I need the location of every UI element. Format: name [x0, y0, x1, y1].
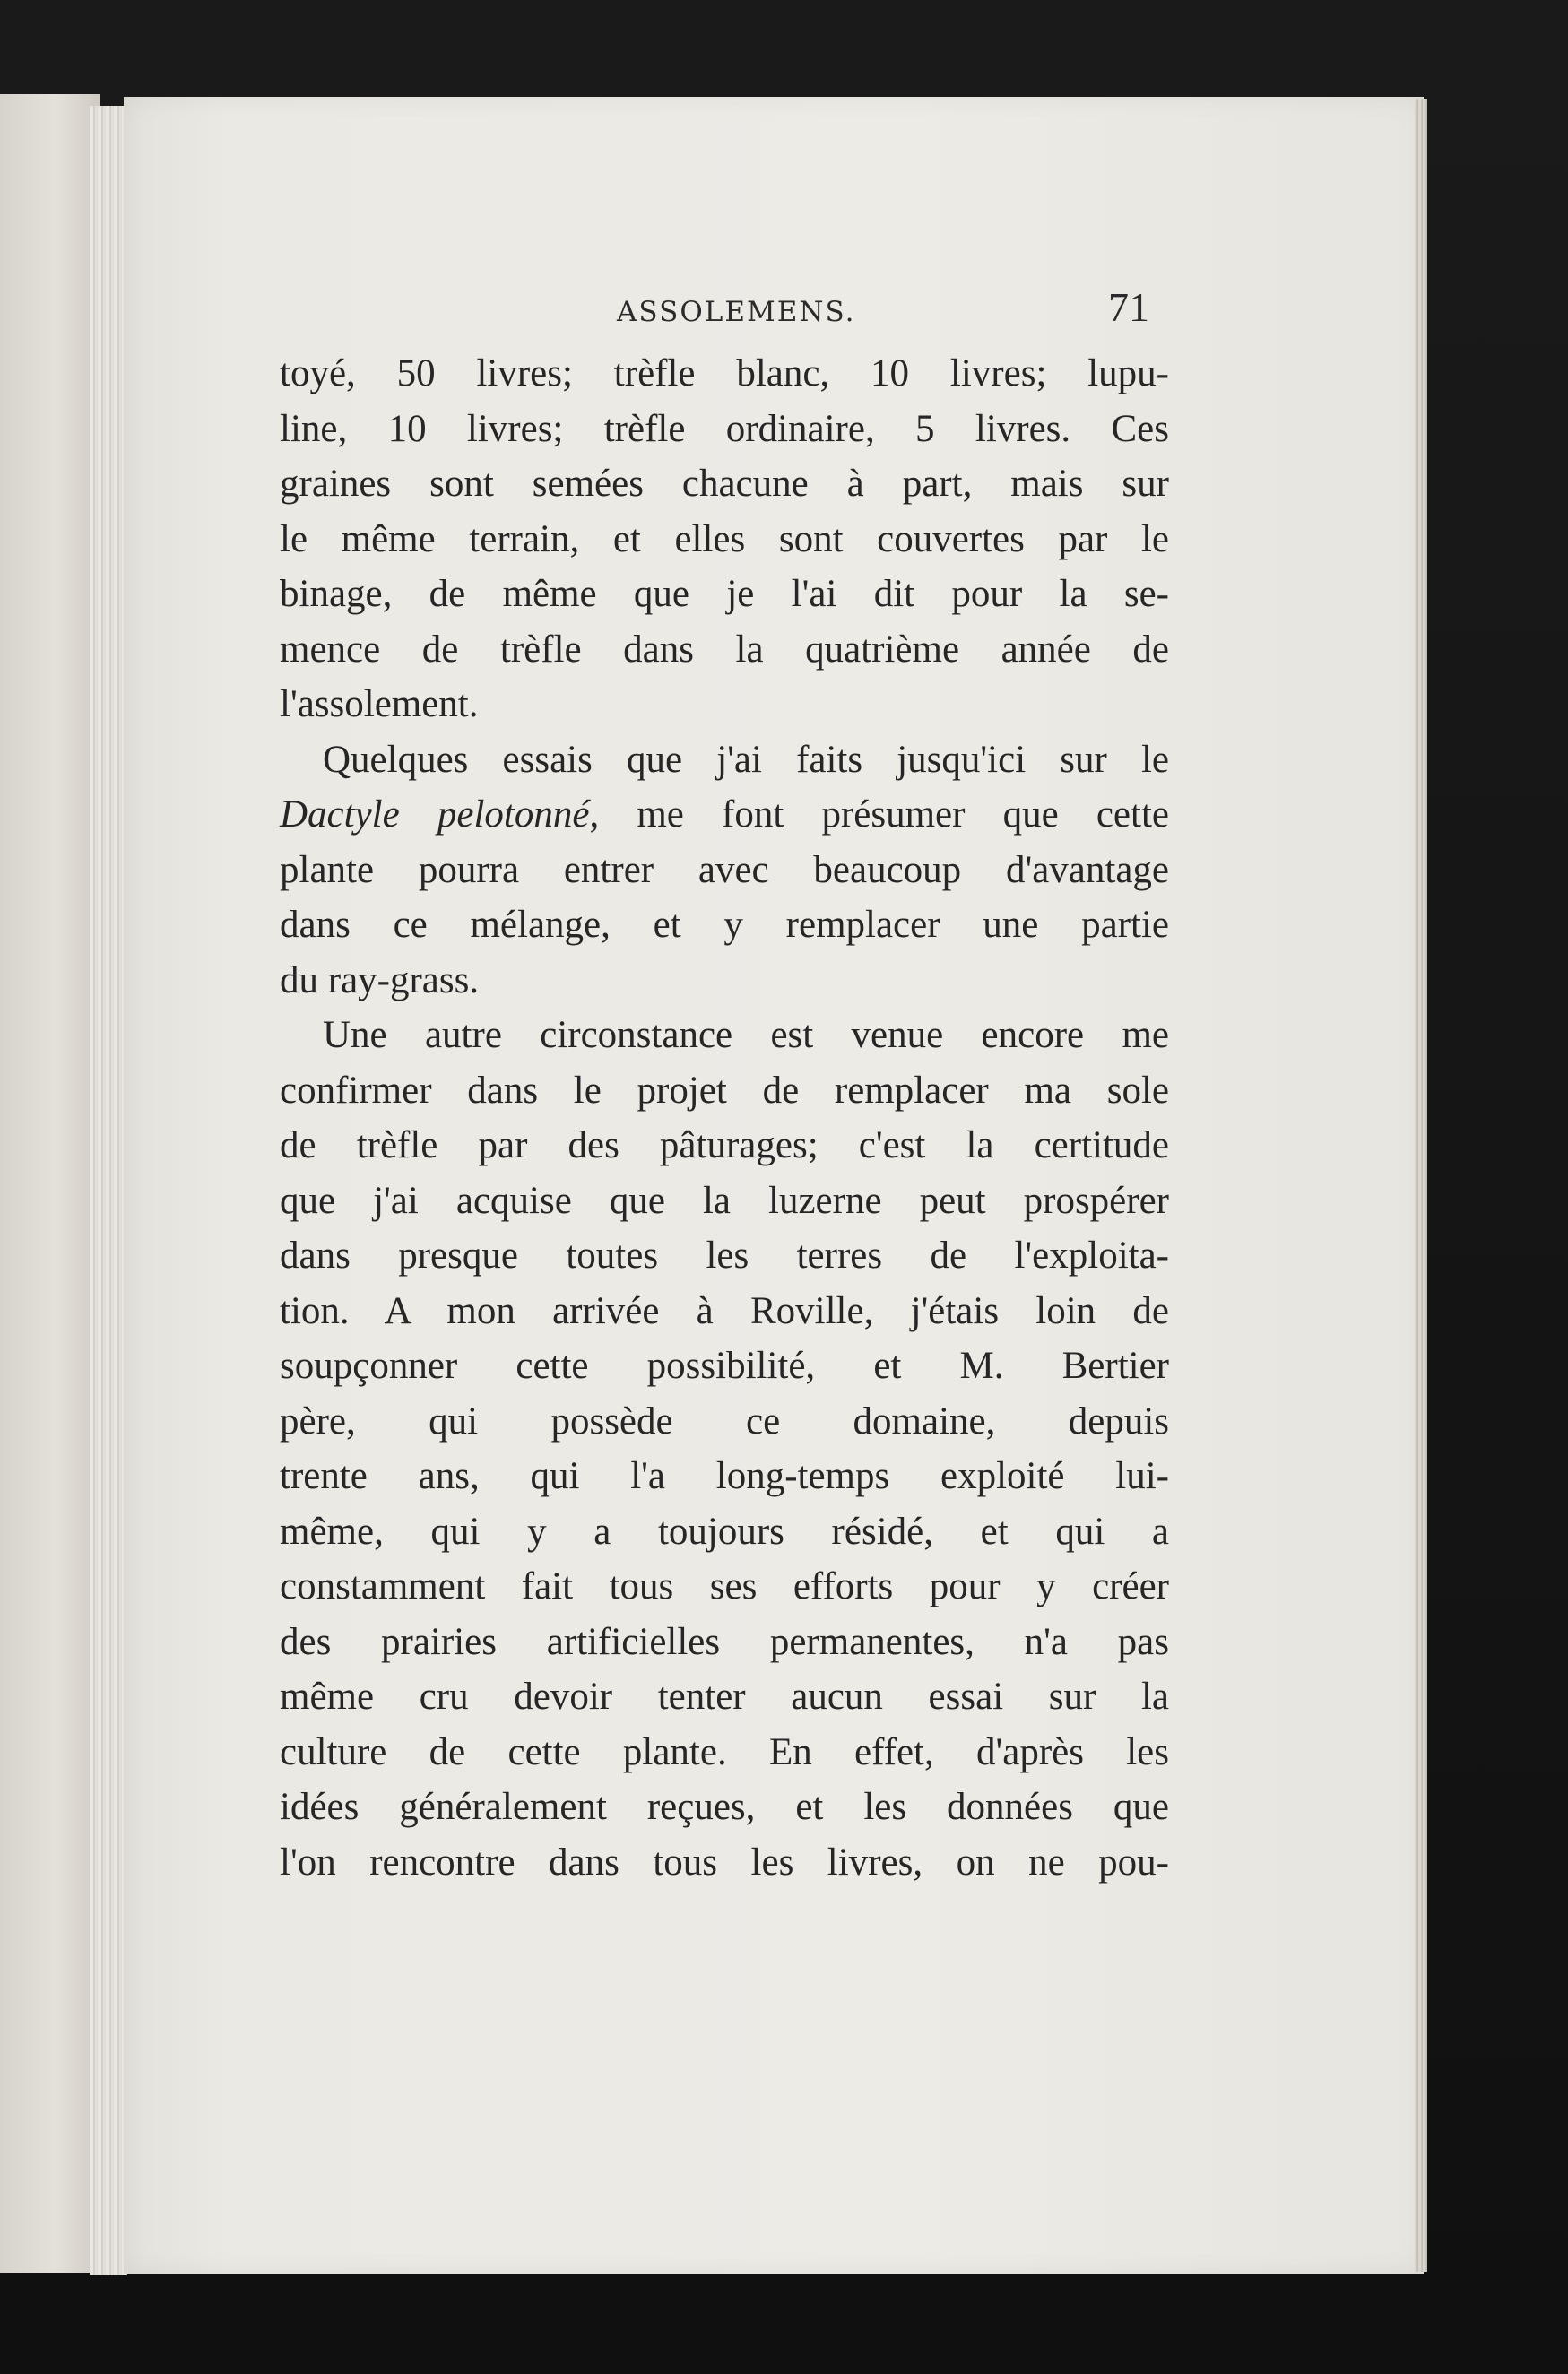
text-line: que j'ai acquise que la luzerne peut prospérer	[280, 1179, 1169, 1222]
text-line: dans ce mélange, et y remplacer une partie	[280, 904, 1169, 946]
text-line: binage, de même que je l'ai dit pour la se-	[280, 573, 1169, 615]
text-line: soupçonner cette possibilité, et M. Bertier	[280, 1345, 1169, 1387]
page-number: 71	[1108, 284, 1149, 330]
text-line: trente ans, qui l'a long-temps exploité lui-	[280, 1455, 1169, 1497]
text-line: culture de cette plante. En effet, d'après les	[280, 1730, 1169, 1773]
text-line: graines sont semées chacune à part, mais sur	[280, 463, 1169, 505]
text-line: le même terrain, et elles sont couvertes par le	[280, 517, 1169, 560]
text-line: dans presque toutes les terres de l'exploita-	[280, 1235, 1169, 1277]
text-line: Une autre circonstance est venue encore me	[323, 1014, 1169, 1056]
text-line: idées généralement reçues, et les données que	[280, 1786, 1169, 1828]
text-run: , me font présumer que cette	[589, 793, 1169, 836]
text-line: mence de trèfle dans la quatrième année de	[280, 628, 1169, 671]
text-line: tion. A mon arrivée à Roville, j'étais loin de	[280, 1289, 1169, 1332]
text-line: même cru devoir tenter aucun essai sur la	[280, 1676, 1169, 1718]
text-line: du ray-grass.	[280, 958, 480, 1001]
text-line	[280, 787, 1169, 843]
text-line: l'assolement.	[280, 683, 479, 725]
paragraph	[280, 346, 1169, 732]
paragraph	[280, 1008, 1169, 1890]
text-line: plante pourra entrer avec beaucoup d'avantage	[280, 848, 1169, 891]
text-line: toyé, 50 livres; trèfle blanc, 10 livres; lupu-	[280, 352, 1169, 394]
running-title: ASSOLEMENS.	[617, 296, 856, 328]
body-text	[280, 346, 1169, 1890]
text-line: des prairies artificielles permanentes, n'a pas	[280, 1620, 1169, 1663]
gutter-page-stack	[90, 106, 127, 2275]
left-page-edge	[0, 94, 100, 2273]
text-line: Quelques essais que j'ai faits jusqu'ici sur le	[323, 738, 1169, 781]
paragraph	[280, 732, 1169, 1009]
text-line: même, qui y a toujours résidé, et qui a	[280, 1510, 1169, 1553]
text-line: de trèfle par des pâturages; c'est la certitude	[280, 1124, 1169, 1166]
text-line: l'on rencontre dans tous les livres, on ne pou-	[280, 1841, 1169, 1884]
page-fore-edge	[1415, 99, 1427, 2272]
species-name: Dactyle pelotonné	[280, 793, 590, 836]
text-line: line, 10 livres; trèfle ordinaire, 5 livres. Ces	[280, 407, 1169, 450]
text-line: confirmer dans le projet de remplacer ma sole	[280, 1069, 1169, 1112]
text-line: père, qui possède ce domaine, depuis	[280, 1399, 1169, 1443]
text-line: constamment fait tous ses efforts pour y créer	[280, 1565, 1169, 1607]
